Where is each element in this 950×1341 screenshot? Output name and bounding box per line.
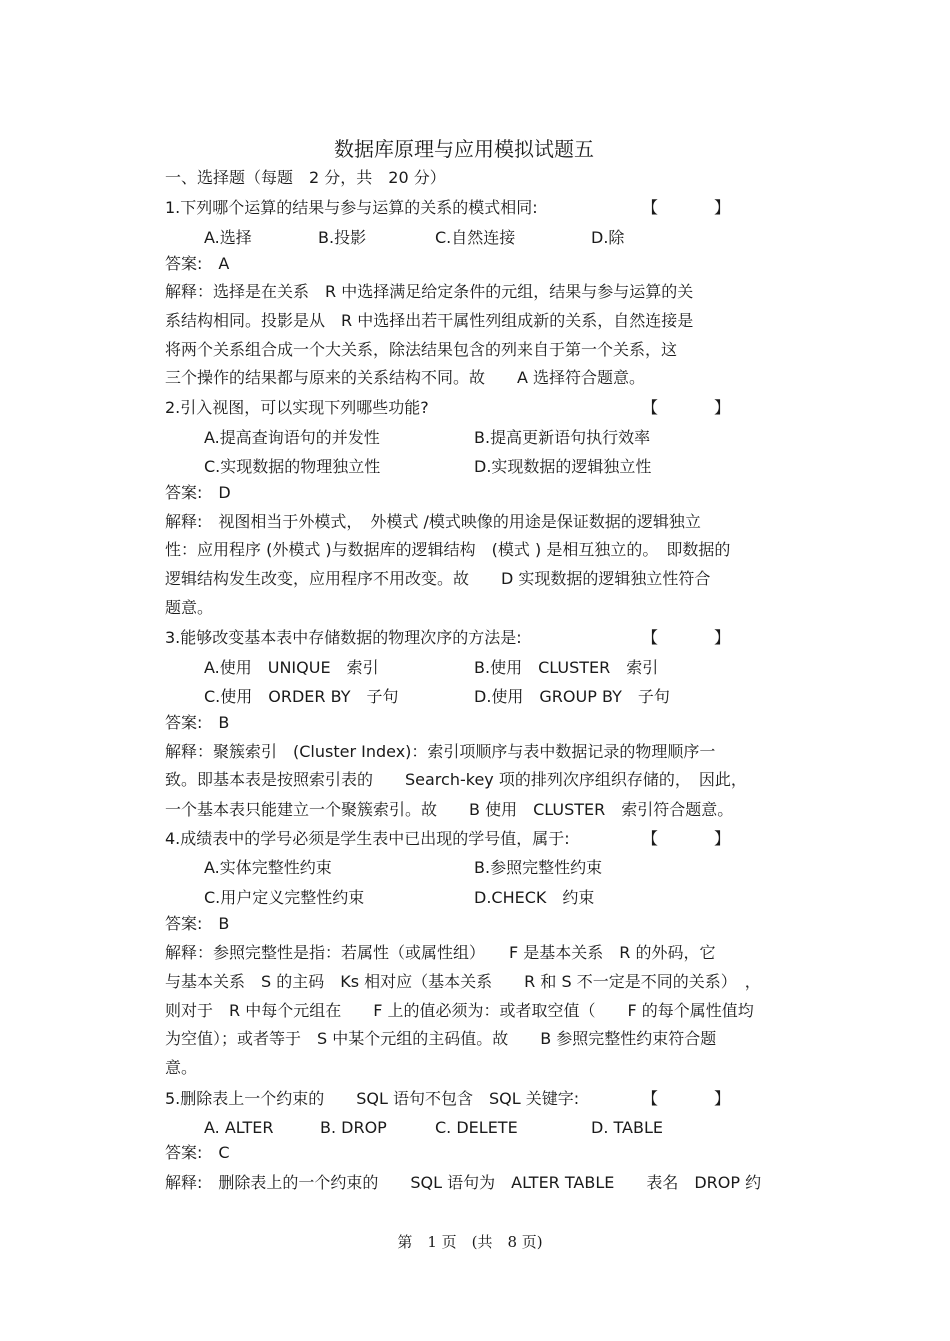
question-text: 4.成绩表中的学号必须是学生表中已出现的学号值，属于:	[165, 829, 570, 848]
explanation-line: 解释: 删除表上的一个约束的 SQL 语句为 ALTER TABLE 表名 DROP 约	[165, 1173, 762, 1192]
explanation-line: 系结构相同。投影是从 R 中选择出若干属性列组成新的关系，自然连接是	[165, 311, 694, 330]
explanation-line: 与基本关系 S 的主码 Ks 相对应（基本关系 R 和 S 不一定是不同的关系） ，	[165, 972, 761, 991]
explanation-line: 解释: 视图相当于外模式， 外模式 /模式映像的用途是保证数据的逻辑独立	[165, 512, 701, 531]
option-d: D.使用 GROUP BY 子句	[474, 687, 670, 706]
option-c: C.实现数据的物理独立性	[204, 457, 381, 476]
option-c: C.用户定义完整性约束	[204, 888, 365, 907]
page-title: 数据库原理与应用模拟试题五	[334, 137, 594, 161]
option-d: D.CHECK 约束	[474, 888, 595, 907]
option-a: A.实体完整性约束	[204, 858, 332, 877]
answer-line: 答案: B	[165, 914, 230, 933]
section-heading: 一、选择题（每题 2 分，共 20 分）	[165, 168, 446, 187]
question-2	[165, 398, 750, 418]
option-a: A. ALTER	[204, 1118, 274, 1137]
option-d: D.实现数据的逻辑独立性	[474, 457, 652, 476]
option-a: A.使用 UNIQUE 索引	[204, 658, 379, 677]
question-5	[165, 1089, 750, 1109]
answer-line: 答案: C	[165, 1143, 230, 1162]
explanation-line: 解释：参照完整性是指：若属性（或属性组） F 是基本关系 R 的外码，它	[165, 943, 716, 962]
explanation-line: 一个基本表只能建立一个聚簇索引。故 B 使用 CLUSTER 索引符合题意。	[165, 800, 734, 819]
explanation-line: 题意。	[165, 598, 214, 617]
answer-bracket: 【 】	[641, 1089, 750, 1108]
answer-bracket: 【 】	[641, 829, 750, 848]
option-b: B.参照完整性约束	[474, 858, 603, 877]
option-d: D.除	[591, 228, 625, 247]
explanation-line: 逻辑结构发生改变，应用程序不用改变。故 D 实现数据的逻辑独立性符合	[165, 569, 711, 588]
answer-line: 答案: B	[165, 713, 230, 732]
option-a: A.选择	[204, 228, 252, 247]
explanation-line: 为空值）；或者等于 S 中某个元组的主码值。故 B 参照完整性约束符合题	[165, 1029, 717, 1048]
page-footer: 第 1 页 (共 8 页)	[397, 1233, 543, 1251]
option-c: C.自然连接	[435, 228, 516, 247]
option-d: D. TABLE	[591, 1118, 663, 1137]
option-a: A.提高查询语句的并发性	[204, 428, 380, 447]
answer-line: 答案: D	[165, 483, 231, 502]
question-1	[165, 198, 750, 218]
explanation-line: 解释：聚簇索引 (Cluster Index)：索引项顺序与表中数据记录的物理顺序一	[165, 742, 716, 761]
option-b: B. DROP	[320, 1118, 387, 1137]
explanation-line: 解释：选择是在关系 R 中选择满足给定条件的元组，结果与参与运算的关	[165, 282, 694, 301]
explanation-line: 意。	[165, 1058, 198, 1077]
option-b: B.使用 CLUSTER 索引	[474, 658, 659, 677]
answer-bracket: 【 】	[641, 628, 750, 647]
explanation-line: 将两个关系组合成一个大关系，除法结果包含的列来自于第一个关系，这	[165, 340, 678, 359]
answer-bracket: 【 】	[641, 398, 750, 417]
question-4	[165, 829, 750, 849]
question-text: 2.引入视图，可以实现下列哪些功能?	[165, 398, 429, 417]
question-text: 1.下列哪个运算的结果与参与运算的关系的模式相同:	[165, 198, 538, 217]
question-text: 5.删除表上一个约束的 SQL 语句不包含 SQL 关键字:	[165, 1089, 580, 1108]
option-b: B.投影	[318, 228, 367, 247]
answer-bracket: 【 】	[641, 198, 750, 217]
option-c: C. DELETE	[435, 1118, 518, 1137]
question-text: 3.能够改变基本表中存储数据的物理次序的方法是:	[165, 628, 522, 647]
answer-line: 答案: A	[165, 254, 230, 273]
option-b: B.提高更新语句执行效率	[474, 428, 651, 447]
question-3	[165, 628, 750, 648]
explanation-line: 三个操作的结果都与原来的关系结构不同。故 A 选择符合题意。	[165, 368, 646, 387]
explanation-line: 致。即基本表是按照索引表的 Search-key 项的排列次序组织存储的， 因此，	[165, 770, 747, 789]
option-c: C.使用 ORDER BY 子句	[204, 687, 399, 706]
explanation-line: 性：应用程序 (外模式 )与数据库的逻辑结构 (模式 ) 是相互独立的。 即数据的	[165, 540, 731, 559]
explanation-line: 则对于 R 中每个元组在 F 上的值必须为：或者取空值（ F 的每个属性值均	[165, 1001, 754, 1020]
